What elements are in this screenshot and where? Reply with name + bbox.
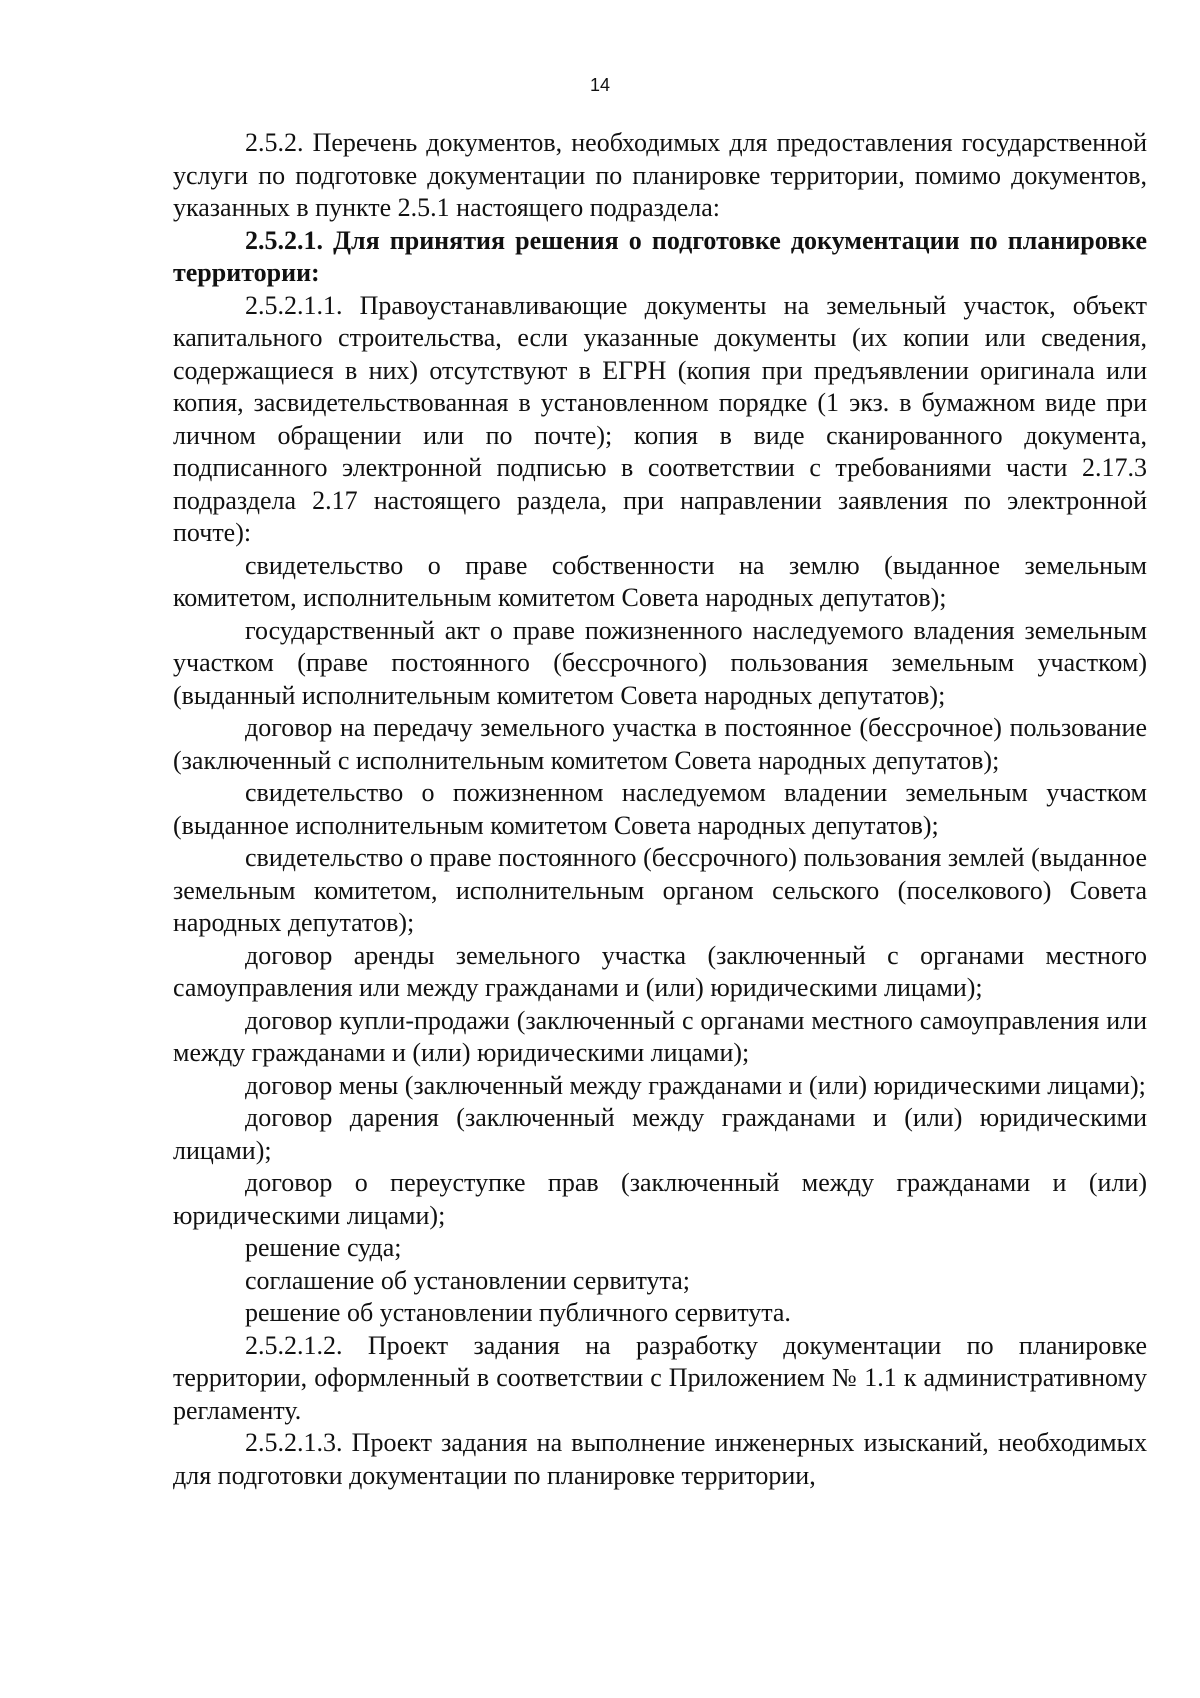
list-item: соглашение об установлении сервитута; — [245, 1265, 690, 1295]
list-item: решение об установлении публичного сервитута. — [245, 1298, 791, 1327]
page-number: 14 — [589, 75, 611, 95]
list-item: договор мены (заключенный между гражданами и (или) юридическими лицами); — [245, 1070, 1146, 1100]
list-item: свидетельство о пожизненном наследуемом владении земельным участком (выданное исполнительным комитетом Совета народных депутатов); — [173, 778, 1147, 840]
list-item: договор аренды земельного участка (заключенный с органами местного самоуправления или между гражданами и (или) юридическими лицами); — [173, 940, 1147, 1002]
list-item: договор купли-продажи (заключенный с органами местного самоуправления или между гражданами и (или) юридическими лицами); — [173, 1005, 1147, 1067]
paragraph-2-5-2-1-1: 2.5.2.1.1. Правоустанавливающие документы на земельный участок, объект капитального строительства, если указанные документы (их копии или сведения, содержащиеся в них) отсутствуют в ЕГРН (копия при предъявлении оригинала или копия, засвидетельствованная в установленном порядке (1 экз. в бумажном виде при личном обращении или по почте); копия в виде сканированного документа, подписанного электронной подписью в соответствии с требованиями части 2.17.3 подраздела 2.17 настоящего раздела, при направлении заявления по электронной почте): — [173, 290, 1147, 547]
heading-2-5-2-1: 2.5.2.1. Для принятия решения о подготовке документации по планировке территории: — [173, 225, 1147, 287]
list-item: свидетельство о праве постоянного (бессрочного) пользования землей (выданное земельным комитетом, исполнительным органом сельского (поселкового) Совета народных депутатов); — [173, 843, 1147, 937]
list-item: договор о переуступке прав (заключенный между гражданами и (или) юридическими лицами); — [173, 1168, 1147, 1230]
paragraph-2-5-2-1-2: 2.5.2.1.2. Проект задания на разработку документации по планировке территории, оформленный в соответствии с Приложением № 1.1 к административному регламенту. — [173, 1330, 1147, 1425]
list-item: договор дарения (заключенный между гражданами и (или) юридическими лицами); — [173, 1103, 1147, 1165]
paragraph-2-5-2: 2.5.2. Перечень документов, необходимых для предоставления государственной услуги по подготовке документации по планировке территории, помимо документов, указанных в пункте 2.5.1 настоящего подраздела: — [173, 128, 1147, 222]
paragraph-2-5-2-1-3: 2.5.2.1.3. Проект задания на выполнение инженерных изысканий, необходимых для подготовки документации по планировке территории, — [173, 1428, 1147, 1490]
document-body — [173, 127, 1147, 1492]
list-item: свидетельство о праве собственности на землю (выданное земельным комитетом, исполнительным комитетом Совета народных депутатов); — [173, 550, 1147, 612]
list-item: решение суда; — [245, 1233, 402, 1262]
list-item: договор на передачу земельного участка в постоянное (бессрочное) пользование (заключенный с исполнительным комитетом Совета народных депутатов); — [173, 713, 1147, 775]
list-item: государственный акт о праве пожизненного наследуемого владения земельным участком (праве постоянного (бессрочного) пользования земельным участком) (выданный исполнительным комитетом Совета народных депутатов); — [173, 615, 1147, 710]
